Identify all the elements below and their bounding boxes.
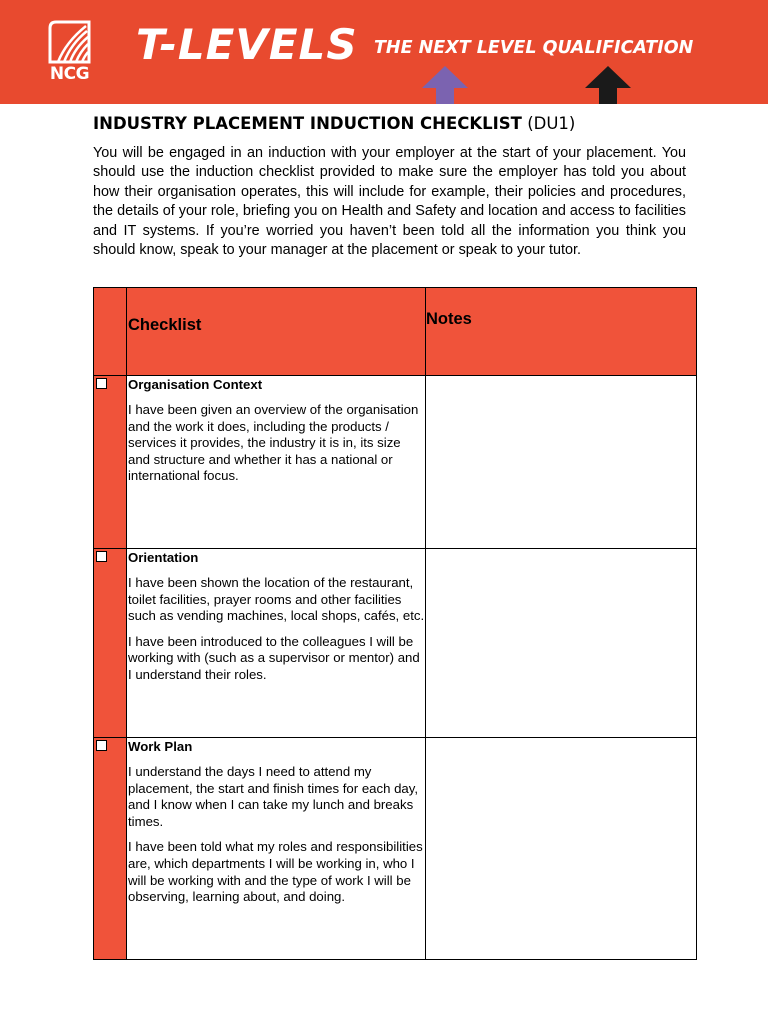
- page-title-main: INDUSTRY PLACEMENT INDUCTION CHECKLIST: [93, 114, 522, 133]
- brand-title: T-LEVELS: [136, 20, 358, 69]
- page-title: [93, 113, 575, 135]
- table-row: [94, 549, 697, 738]
- checkbox-icon[interactable]: [96, 740, 107, 751]
- item-paragraph: I have been given an overview of the organisation and the work it does, including the products / services it provides, the industry it is in, its size and structure and whether it has a national or international focus.: [128, 402, 419, 484]
- item-paragraph: I have been told what my roles and responsibilities are, which departments I will be working in, who I will be working with and the type of work I will be observing, learning about, and doing.: [128, 839, 423, 905]
- induction-checklist-table: [93, 287, 697, 960]
- item-paragraph: I have been introduced to the colleagues I will be working with (such as a supervisor or mentor) and I understand their roles.: [128, 633, 420, 682]
- row-notes-cell[interactable]: [426, 549, 697, 738]
- row-checkbox-cell: [94, 549, 127, 738]
- header-banner: [0, 0, 768, 104]
- page-title-code: (DU1): [527, 114, 576, 133]
- purple-arrow-up-icon: [422, 66, 468, 104]
- row-checkbox-cell: [94, 376, 127, 549]
- table-row: [94, 738, 697, 960]
- table-header-row: [94, 288, 697, 376]
- table-row: [94, 376, 697, 549]
- checkbox-icon[interactable]: [96, 378, 107, 389]
- row-checklist-cell: [127, 549, 426, 738]
- item-title: Work Plan: [128, 739, 193, 754]
- header-checkbox-cell: [94, 288, 127, 376]
- brand-tagline: THE NEXT LEVEL QUALIFICATION: [374, 38, 694, 58]
- intro-paragraph: You will be engaged in an induction with your employer at the start of your placement. You should use the induction checklist provided to make sure the employer has told you about how their organisation operates, this will include for example, their policies and procedures, the details of your role, briefing you on Health and Safety and location and access to facilities and IT systems. If you’re worried you haven’t been told all the information you think you should know, speak to your manager at the placement or speak to your tutor.: [93, 145, 686, 259]
- row-checklist-cell: [127, 376, 426, 549]
- row-checklist-cell: [127, 738, 426, 960]
- ncg-logo-text: NCG: [49, 64, 90, 84]
- checkbox-icon[interactable]: [96, 551, 107, 562]
- item-paragraph: I have been shown the location of the restaurant, toilet facilities, prayer rooms and other facilities such as vending machines, local shops, cafés, etc.: [128, 575, 425, 624]
- header-checklist: Checklist: [127, 288, 426, 376]
- row-notes-cell[interactable]: [426, 738, 697, 960]
- item-paragraph: I understand the days I need to attend my placement, the start and finish times for each day, and I know when I can take my lunch and breaks times.: [128, 764, 419, 829]
- header-notes: Notes: [426, 288, 697, 376]
- item-title: Organisation Context: [128, 377, 263, 392]
- row-checkbox-cell: [94, 738, 127, 960]
- item-title: Orientation: [128, 550, 199, 565]
- row-notes-cell[interactable]: [426, 376, 697, 549]
- black-arrow-up-icon: [585, 66, 631, 104]
